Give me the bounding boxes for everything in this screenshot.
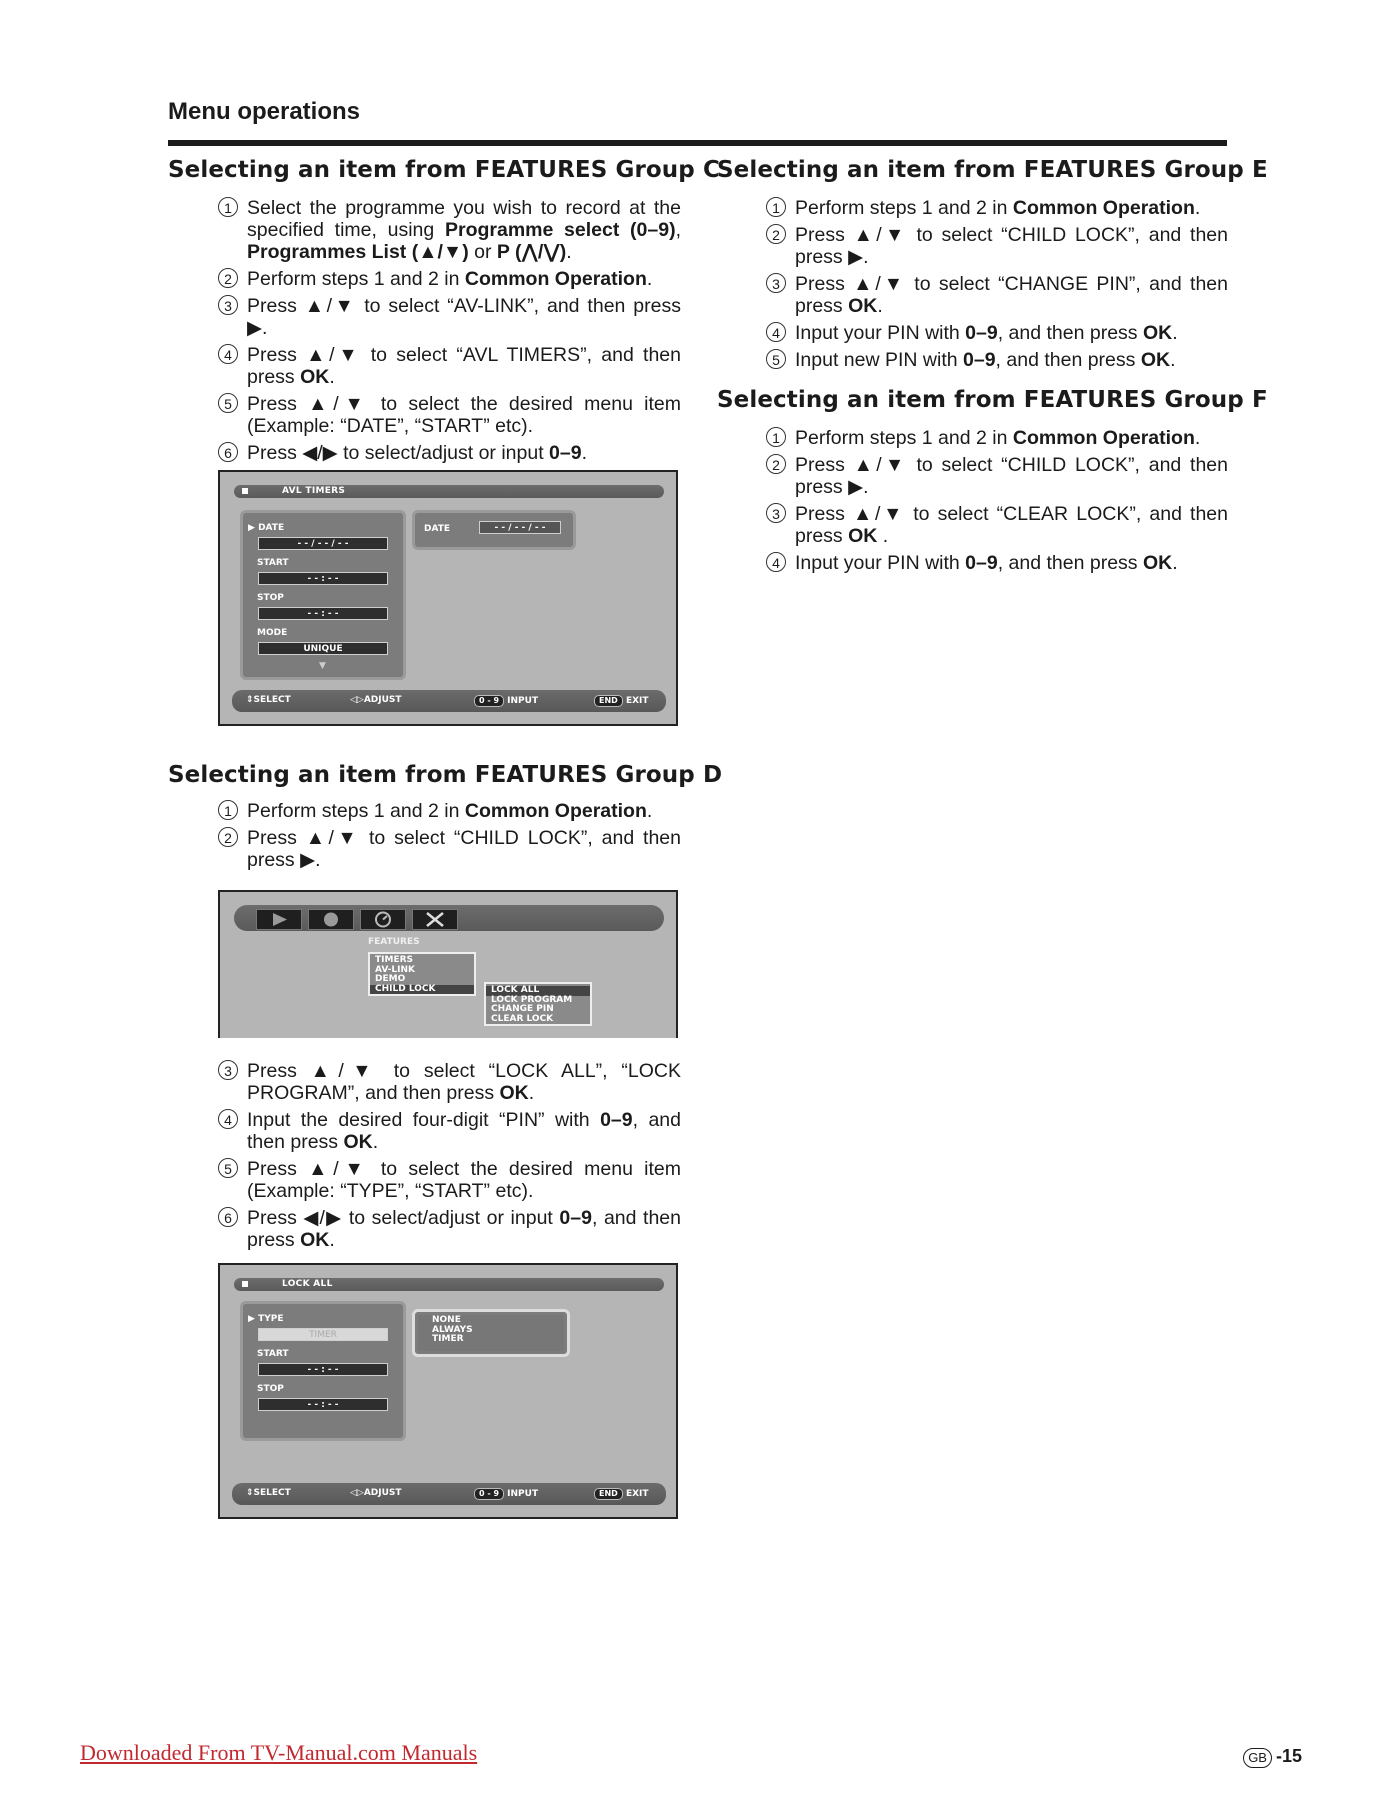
side-date-field[interactable]: - - / - - / - - — [479, 521, 561, 534]
step: 4 Input your PIN with 0–9, and then press OK. — [766, 322, 1228, 344]
lock-field-panel — [240, 1301, 406, 1441]
adjust-hint: ◁▷ADJUST — [350, 1488, 402, 1498]
group-d-steps-a — [218, 800, 681, 876]
avl-timers-screen — [218, 470, 678, 726]
group-d-steps-b — [218, 1060, 681, 1256]
features-menu-screen — [218, 890, 678, 1038]
step: 1 Perform steps 1 and 2 in Common Operation. — [766, 197, 1228, 219]
heading-group-d: Selecting an item from FEATURES Group D — [168, 762, 723, 788]
date-field[interactable]: - - / - - / - - — [258, 537, 388, 550]
adjust-hint: ◁▷ADJUST — [350, 695, 402, 705]
type-options-panel — [412, 1309, 570, 1357]
step: 1 Select the programme you wish to record at the specified time, using Programme select (0–9), Programmes List (▲/▼) or P (⋀/⋁). — [218, 197, 681, 263]
setup-menu-icon[interactable] — [412, 909, 458, 930]
start-field[interactable]: - - : - - — [258, 1363, 388, 1376]
lock-all-screen — [218, 1263, 678, 1519]
mode-label: MODE — [257, 628, 288, 638]
step: 4 Press ▲/▼ to select “AVL TIMERS”, and then press OK. — [218, 344, 681, 388]
step: 5 Press ▲/▼ to select the desired menu item (Example: “DATE”, “START” etc). — [218, 393, 681, 437]
screen-help-bar — [232, 690, 666, 712]
side-date-label: DATE — [424, 524, 451, 534]
running-head: Menu operations — [168, 98, 361, 125]
screen-title-bar — [234, 485, 664, 498]
step: 2 Press ▲/▼ to select “CHILD LOCK”, and then press ▶. — [766, 454, 1228, 498]
step: 2 Perform steps 1 and 2 in Common Operation. — [218, 268, 681, 290]
start-label: START — [257, 1349, 289, 1359]
screen-title: LOCK ALL — [282, 1279, 333, 1289]
step: 1 Perform steps 1 and 2 in Common Operation. — [218, 800, 681, 822]
submenu-clear-lock[interactable]: CLEAR LOCK — [491, 1013, 554, 1024]
input-hint: 0 - 9 INPUT — [474, 1488, 538, 1500]
scroll-down-icon: ▼ — [319, 661, 326, 671]
step: 1 Perform steps 1 and 2 in Common Operation. — [766, 427, 1228, 449]
features-menu-icon[interactable] — [360, 909, 406, 930]
heading-group-e: Selecting an item from FEATURES Group E — [717, 157, 1268, 183]
features-menu-list — [368, 952, 476, 996]
exit-hint: END EXIT — [594, 1488, 649, 1500]
timer-field-panel — [240, 510, 406, 680]
stop-field[interactable]: - - : - - — [258, 1398, 388, 1411]
step: 3 Press ▲/▼ to select “CLEAR LOCK”, and then press OK . — [766, 503, 1228, 547]
option-always[interactable]: ALWAYS — [432, 1324, 473, 1335]
region-badge: GB — [1243, 1748, 1272, 1768]
select-hint: ⇕SELECT — [246, 695, 291, 705]
step: 4 Input your PIN with 0–9, and then press OK. — [766, 552, 1228, 574]
date-label: ▶ DATE — [248, 523, 285, 533]
option-timer[interactable]: TIMER — [432, 1334, 464, 1344]
stop-label: STOP — [257, 593, 284, 603]
submenu-lock-program[interactable]: LOCK PROGRAM — [491, 994, 573, 1005]
audio-menu-icon[interactable] — [308, 909, 354, 930]
step: 6 Press ◀/▶ to select/adjust or input 0–9, and then press OK. — [218, 1207, 681, 1251]
exit-hint: END EXIT — [594, 695, 649, 707]
group-f-steps — [766, 427, 1228, 579]
step: 2 Press ▲/▼ to select “CHILD LOCK”, and then press ▶. — [766, 224, 1228, 268]
menu-item-timers[interactable]: TIMERS — [375, 955, 414, 965]
features-menu-title: FEATURES — [368, 937, 420, 947]
start-label: START — [257, 558, 289, 568]
mode-field[interactable]: UNIQUE — [258, 642, 388, 655]
step: 6 Press ◀/▶ to select/adjust or input 0–9. — [218, 442, 681, 464]
submenu-change-pin[interactable]: CHANGE PIN — [491, 1004, 554, 1014]
type-field[interactable]: TIMER — [258, 1328, 388, 1341]
picture-menu-icon[interactable] — [256, 909, 302, 930]
menu-item-av-link[interactable]: AV-LINK — [375, 964, 415, 975]
type-options-list — [418, 1315, 564, 1351]
screen-help-bar — [232, 1483, 666, 1505]
page-number: GB -15 — [1243, 1746, 1302, 1768]
option-none[interactable]: NONE — [432, 1315, 461, 1325]
heading-group-f: Selecting an item from FEATURES Group F — [717, 387, 1268, 413]
type-label: ▶ TYPE — [248, 1314, 284, 1324]
select-hint: ⇕SELECT — [246, 1488, 291, 1498]
step: 5 Input new PIN with 0–9, and then press OK. — [766, 349, 1228, 371]
submenu-lock-all[interactable]: LOCK ALL — [486, 986, 590, 996]
source-link[interactable]: Downloaded From TV-Manual.com Manuals — [80, 1740, 478, 1765]
screen-title: AVL TIMERS — [282, 486, 346, 496]
group-c-steps — [218, 197, 681, 469]
menu-item-demo[interactable]: DEMO — [375, 974, 406, 984]
step: 3 Press ▲/▼ to select “CHANGE PIN”, and then press OK. — [766, 273, 1228, 317]
menu-item-child-lock[interactable]: CHILD LOCK — [370, 985, 474, 995]
start-field[interactable]: - - : - - — [258, 572, 388, 585]
title-square-icon — [242, 488, 248, 494]
child-lock-submenu — [484, 982, 592, 1026]
step: 2 Press ▲/▼ to select “CHILD LOCK”, and then press ▶. — [218, 827, 681, 871]
input-hint: 0 - 9 INPUT — [474, 695, 538, 707]
step: 3 Press ▲/▼ to select “LOCK ALL”, “LOCK PROGRAM”, and then press OK. — [218, 1060, 681, 1104]
date-side-panel — [412, 510, 576, 550]
group-e-steps — [766, 197, 1228, 376]
stop-label: STOP — [257, 1384, 284, 1394]
screen-title-bar — [234, 1278, 664, 1291]
heading-group-c: Selecting an item from FEATURES Group C — [168, 157, 720, 183]
step: 5 Press ▲/▼ to select the desired menu item (Example: “TYPE”, “START” etc). — [218, 1158, 681, 1202]
step: 3 Press ▲/▼ to select “AV-LINK”, and then press ▶. — [218, 295, 681, 339]
title-square-icon — [242, 1281, 248, 1287]
stop-field[interactable]: - - : - - — [258, 607, 388, 620]
step: 4 Input the desired four-digit “PIN” with 0–9, and then press OK. — [218, 1109, 681, 1153]
header-rule — [168, 140, 1227, 146]
